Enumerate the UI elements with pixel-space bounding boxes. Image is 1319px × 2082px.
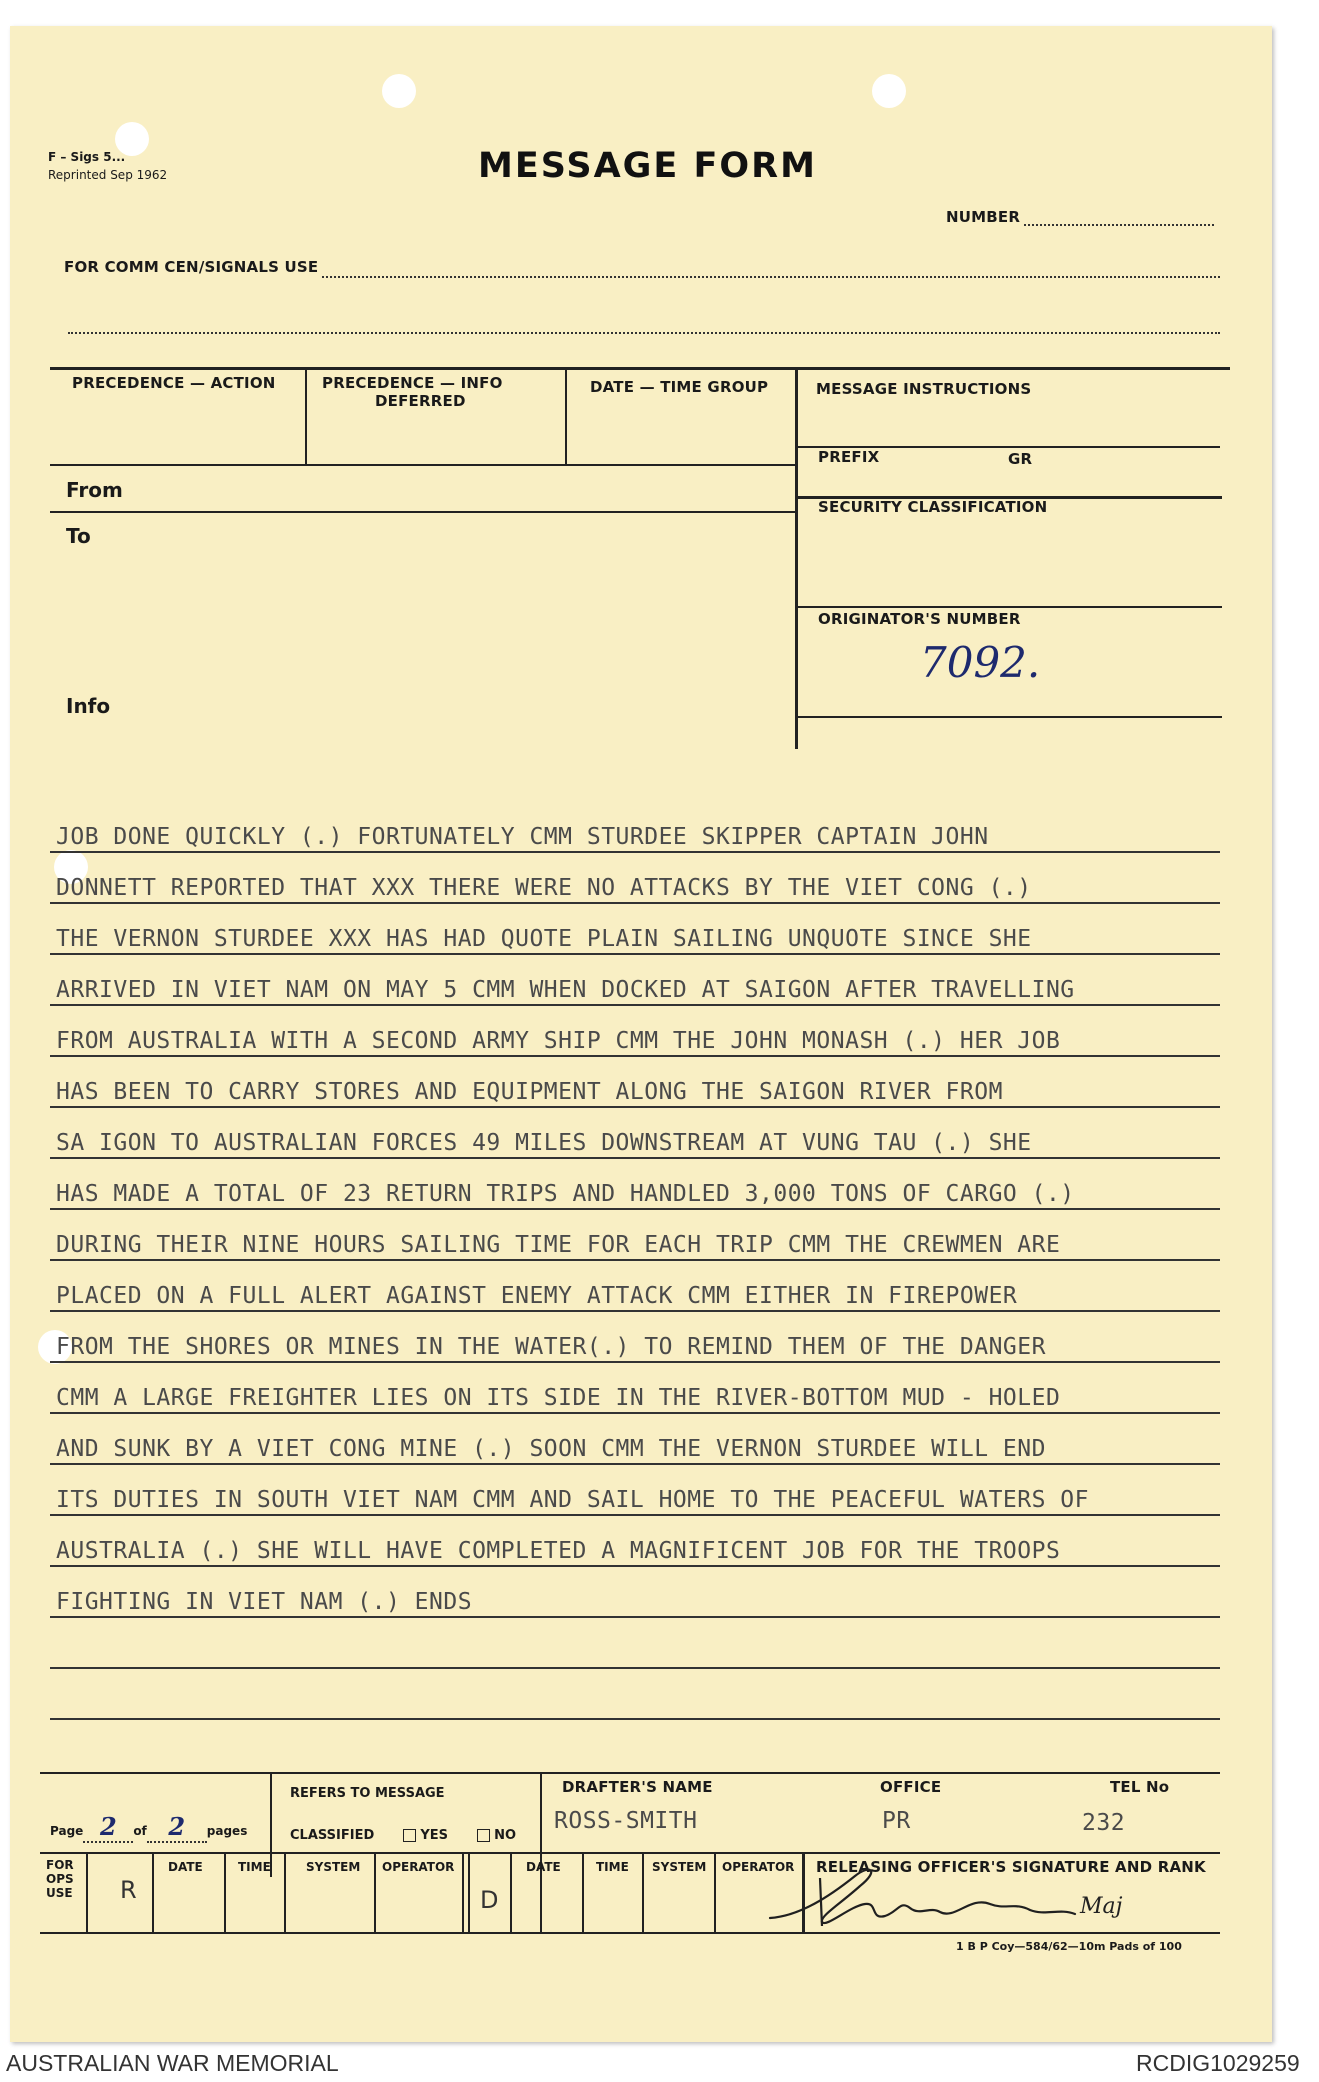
precedence-action-label: PRECEDENCE — ACTION <box>72 374 276 392</box>
of-label: of <box>133 1824 147 1838</box>
divider <box>284 1854 286 1932</box>
divider <box>50 367 1230 370</box>
from-label: From <box>66 478 123 502</box>
deferred-label: DEFERRED <box>375 392 466 410</box>
ruled-line <box>50 1157 1220 1159</box>
divider <box>40 1772 1220 1774</box>
divider <box>40 1852 1220 1854</box>
to-label: To <box>66 524 91 548</box>
security-classification-label: SECURITY CLASSIFICATION <box>818 498 1048 516</box>
comm-cen-label: FOR COMM CEN/SIGNALS USE <box>64 258 319 276</box>
system-column: SYSTEM <box>306 1860 361 1874</box>
office-value: PR <box>882 1808 911 1834</box>
message-line: DONNETT REPORTED THAT XXX THERE WERE NO ATTACKS BY THE VIET CONG (.) <box>56 875 1032 901</box>
ruled-line <box>50 1514 1220 1516</box>
divider <box>565 369 567 465</box>
system-column: SYSTEM <box>652 1860 707 1874</box>
divider <box>305 369 307 465</box>
refers-to-message-label: REFERS TO MESSAGE <box>290 1786 445 1801</box>
date-column: DATE <box>526 1860 561 1874</box>
page-label: Page <box>50 1824 84 1838</box>
number-label: NUMBER <box>946 208 1021 226</box>
message-instructions-label: MESSAGE INSTRUCTIONS <box>816 380 1032 398</box>
message-line: FROM THE SHORES OR MINES IN THE WATER(.) TO REMIND THEM OF THE DANGER <box>56 1334 1046 1360</box>
for-ops-use-label: FOR OPS USE <box>46 1858 74 1900</box>
divider <box>468 1854 470 1932</box>
punch-hole <box>872 74 906 108</box>
ruled-line <box>50 1208 1220 1210</box>
divider <box>50 464 796 466</box>
operator-column: OPERATOR <box>722 1860 795 1874</box>
message-line: ARRIVED IN VIET NAM ON MAY 5 CMM WHEN DOCKED AT SAIGON AFTER TRAVELLING <box>56 977 1075 1003</box>
operator-column: OPERATOR <box>382 1860 455 1874</box>
time-column: TIME <box>596 1860 629 1874</box>
form-code: F – Sigs 5... <box>48 150 126 164</box>
precedence-info-label: PRECEDENCE — INFO <box>322 374 503 392</box>
yes-label: YES <box>420 1828 448 1843</box>
time-column: TIME <box>238 1860 271 1874</box>
divider <box>86 1854 88 1932</box>
prefix-label: PREFIX <box>818 448 880 466</box>
message-line: PLACED ON A FULL ALERT AGAINST ENEMY ATTACK CMM EITHER IN FIREPOWER <box>56 1283 1018 1309</box>
ruled-line <box>50 1412 1220 1414</box>
ruled-line <box>50 1361 1220 1363</box>
d-mark: D <box>480 1886 499 1914</box>
divider <box>462 1854 464 1932</box>
punch-hole <box>382 74 416 108</box>
number-field[interactable] <box>1024 224 1214 226</box>
divider <box>374 1854 376 1932</box>
date-time-group-label: DATE — TIME GROUP <box>590 378 769 396</box>
signature-rank: Maj <box>1080 1894 1123 1919</box>
divider <box>714 1854 716 1932</box>
divider <box>642 1854 644 1932</box>
pages-label: pages <box>206 1824 248 1838</box>
divider <box>796 606 1222 608</box>
form-reprint: Reprinted Sep 1962 <box>48 168 168 182</box>
no-label: NO <box>494 1828 516 1843</box>
archive-credit: AUSTRALIAN WAR MEMORIAL <box>6 2050 339 2076</box>
ruled-line <box>50 851 1220 853</box>
ruled-line <box>50 1106 1220 1108</box>
drafters-name-value: ROSS-SMITH <box>554 1808 698 1834</box>
divider <box>224 1854 226 1932</box>
catalogue-number: RCDIG1029259 <box>1136 2050 1300 2076</box>
ruled-line <box>50 1718 1220 1720</box>
ruled-line <box>50 1004 1220 1006</box>
officer-signature <box>760 1856 1123 1934</box>
divider <box>796 716 1222 718</box>
message-line: FROM AUSTRALIA WITH A SECOND ARMY SHIP CMM THE JOHN MONASH (.) HER JOB <box>56 1028 1061 1054</box>
classified-no-checkbox[interactable] <box>477 1829 490 1842</box>
divider <box>152 1854 154 1932</box>
comm-cen-field[interactable] <box>322 276 1220 278</box>
message-form-sheet <box>10 26 1272 2042</box>
message-line: DURING THEIR NINE HOURS SAILING TIME FOR EACH TRIP CMM THE CREWMEN ARE <box>56 1232 1061 1258</box>
ruled-line <box>50 902 1220 904</box>
gr-label: GR <box>1008 450 1033 468</box>
info-label: Info <box>66 694 111 718</box>
page-number: 2 <box>99 1812 117 1841</box>
ruled-line <box>50 1463 1220 1465</box>
date-column: DATE <box>168 1860 203 1874</box>
drafters-name-label: DRAFTER'S NAME <box>562 1778 713 1796</box>
message-line: HAS MADE A TOTAL OF 23 RETURN TRIPS AND HANDLED 3,000 TONS OF CARGO (.) <box>56 1181 1075 1207</box>
classified-row <box>290 1828 516 1843</box>
message-line: HAS BEEN TO CARRY STORES AND EQUIPMENT ALONG THE SAIGON RIVER FROM <box>56 1079 1003 1105</box>
message-line: CMM A LARGE FREIGHTER LIES ON ITS SIDE IN THE RIVER-BOTTOM MUD - HOLED <box>56 1385 1061 1411</box>
classified-label: CLASSIFIED <box>290 1828 375 1843</box>
ruled-line <box>50 1310 1220 1312</box>
tel-no-label: TEL No <box>1110 1778 1170 1796</box>
originator-number-label: ORIGINATOR'S NUMBER <box>818 610 1021 628</box>
ruled-line <box>50 1565 1220 1567</box>
divider <box>795 369 798 749</box>
originator-number-value: 7092. <box>920 638 1041 687</box>
message-line: JOB DONE QUICKLY (.) FORTUNATELY CMM STURDEE SKIPPER CAPTAIN JOHN <box>56 824 989 850</box>
print-code: 1 B P Coy—584/62—10m Pads of 100 <box>956 1940 1182 1953</box>
divider <box>50 511 796 513</box>
message-line: SA IGON TO AUSTRALIAN FORCES 49 MILES DOWNSTREAM AT VUNG TAU (.) SHE <box>56 1130 1032 1156</box>
ruled-line <box>50 1616 1220 1618</box>
ruled-line <box>50 1259 1220 1261</box>
classified-yes-checkbox[interactable] <box>403 1829 416 1842</box>
divider <box>582 1854 584 1932</box>
office-label: OFFICE <box>880 1778 942 1796</box>
ruled-line <box>50 1055 1220 1057</box>
message-line: FIGHTING IN VIET NAM (.) ENDS <box>56 1589 473 1615</box>
page-total: 2 <box>168 1812 186 1841</box>
page-title: MESSAGE FORM <box>478 146 817 186</box>
ruled-line <box>50 953 1220 955</box>
divider <box>510 1854 512 1932</box>
message-body <box>40 816 1240 1716</box>
comm-cen-field-2[interactable] <box>68 332 1220 334</box>
r-mark: R <box>120 1876 137 1904</box>
message-line: AND SUNK BY A VIET CONG MINE (.) SOON CMM THE VERNON STURDEE WILL END <box>56 1436 1046 1462</box>
message-line: AUSTRALIA (.) SHE WILL HAVE COMPLETED A MAGNIFICENT JOB FOR THE TROOPS <box>56 1538 1061 1564</box>
tel-no-value: 232 <box>1082 1810 1126 1836</box>
message-line: THE VERNON STURDEE XXX HAS HAD QUOTE PLAIN SAILING UNQUOTE SINCE SHE <box>56 926 1032 952</box>
message-line: ITS DUTIES IN SOUTH VIET NAM CMM AND SAIL HOME TO THE PEACEFUL WATERS OF <box>56 1487 1089 1513</box>
page-count <box>50 1812 247 1843</box>
releasing-officer-label: RELEASING OFFICER'S SIGNATURE AND RANK <box>816 1858 1206 1876</box>
ruled-line <box>50 1667 1220 1669</box>
